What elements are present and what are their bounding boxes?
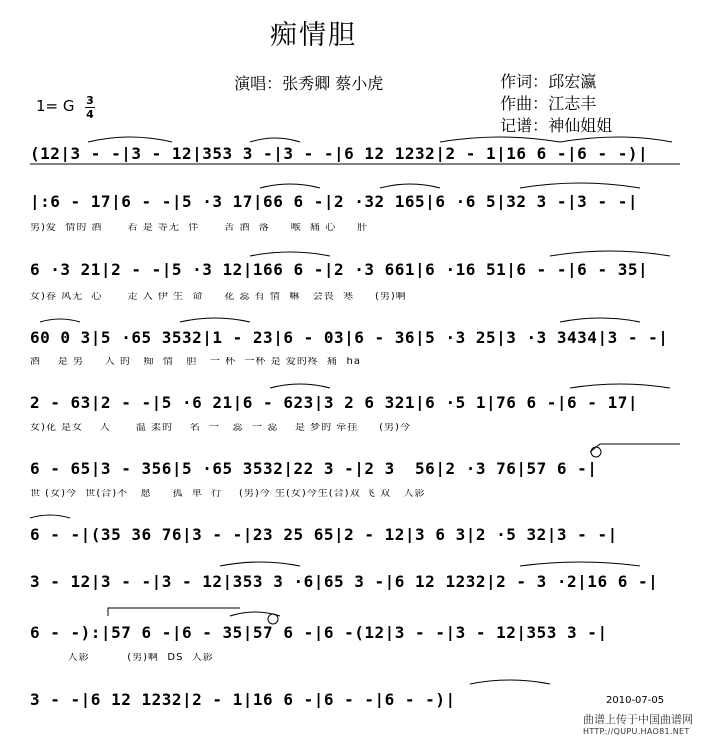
system-7-notes: 6 - -|(35 36 76|3 - -|23 25 65|2 - 12|3 6 3|2 ·5 32|3 - -| [30, 527, 618, 543]
system-4-notes: 60 0 3|5 ·65 3532|1 - 23|6 - 03|6 - 36|5 ·3 25|3 ·3 3434|3 - -| [30, 330, 669, 346]
slur-mark [270, 384, 330, 388]
composer-label: 作曲： [500, 94, 549, 113]
key-signature: 1= G [36, 97, 75, 115]
slur-mark [30, 515, 70, 518]
lyricist-label: 作词： [500, 72, 549, 91]
slur-mark [570, 384, 670, 388]
system-8-notes: 3 - 12|3 - -|3 - 12|353 3 ·6|65 3 -|6 12 1232|2 - 3 ·2|16 6 -| [30, 574, 659, 590]
slur-mark [88, 137, 172, 142]
transcriber-label: 记谱： [500, 116, 549, 135]
system-9-lyrics: 人影 (男)啊 DS 人影 [30, 653, 214, 663]
time-signature-bottom: 4 [86, 108, 94, 121]
slur-mark [250, 252, 330, 256]
transcription-date: 2010-07-05 [606, 695, 665, 706]
slur-mark [560, 318, 640, 322]
system-6-notes: 6 - 65|3 - 356|5 ·65 3532|22 3 -|2 3 56|2 ·3 76|57 6 -| [30, 461, 598, 477]
singers-label: 演唱： [234, 74, 283, 93]
slur-mark [180, 318, 250, 322]
singers: 张秀卿 蔡小虎 [282, 74, 384, 93]
slur-mark [470, 680, 550, 684]
lyricist: 邱宏瀛 [548, 72, 597, 91]
upload-note: 曲谱上传于中国曲谱网 [583, 713, 693, 726]
slur-mark [220, 562, 300, 566]
slur-mark [590, 444, 680, 452]
slur-mark [250, 138, 300, 142]
slur-mark [550, 251, 670, 256]
slur-mark [108, 608, 240, 616]
site-url: HTTP://QUPU.HAO81.NET [583, 727, 690, 736]
system-3-notes: 6 ·3 21|2 - -|5 ·3 12|166 6 -|2 ·3 661|6 ·16 51|6 - -|6 - 35| [30, 262, 649, 278]
system-5-notes: 2 - 63|2 - -|5 ·6 21|6 - 623|3 2 6 321|6 ·5 1|76 6 -|6 - 17| [30, 395, 638, 411]
slur-mark [440, 137, 560, 142]
system-4-lyrics: 酒 是 男 人 的 痴 情 胆 一 杯 一杯 是 爱的疼 痛 ha [30, 357, 362, 367]
score-title: 痴情胆 [270, 20, 357, 51]
system-6-lyrics: 世 (女)今 世(合)不 愿 孤 单 行 (男)今 生(女)今生(合)双 飞 双 人影 [30, 489, 426, 499]
coda-sign-icon [591, 447, 601, 457]
slur-mark [380, 184, 440, 188]
system-10-notes: 3 - -|6 12 1232|2 - 1|16 6 -|6 - -|6 - -)| [30, 692, 456, 708]
time-signature-top: 3 [86, 94, 94, 107]
slur-mark [520, 183, 640, 188]
system-2-notes: |:6 - 17|6 - -|5 ·3 17|66 6 -|2 ·32 165|6 ·6 5|32 3 -|3 - -| [30, 194, 638, 210]
system-3-lyrics: 女)春 风无 心 走 入 伊 生 命 花 蕊 有 情 嘛 会畏 寒 (男)啊 [30, 292, 407, 302]
transcriber: 神仙姐姐 [548, 116, 613, 135]
slur-mark [560, 137, 672, 142]
system-1-notes: (12|3 - -|3 - 12|353 3 -|3 - -|6 12 1232|2 - 1|16 6 -|6 - -)| [30, 146, 649, 162]
slur-mark [520, 562, 640, 566]
coda-sign-icon [268, 614, 278, 624]
slur-mark [40, 319, 80, 322]
composer: 江志丰 [548, 94, 597, 113]
system-9-notes: 6 - -):|57 6 -|6 - 35|57 6 -|6 -(12|3 - -|3 - 12|353 3 -| [30, 625, 608, 641]
slur-mark [260, 184, 320, 188]
system-2-lyrics: 男)爱 情的 酒 若 是 等无 伴 苦 酒 落 喉 痛 心 肝 [30, 223, 369, 233]
system-5-lyrics: 女)花 是女 人 温 柔的 名 一 蕊 一 蕊 是 梦的 牵挂 (男)今 [30, 423, 411, 433]
